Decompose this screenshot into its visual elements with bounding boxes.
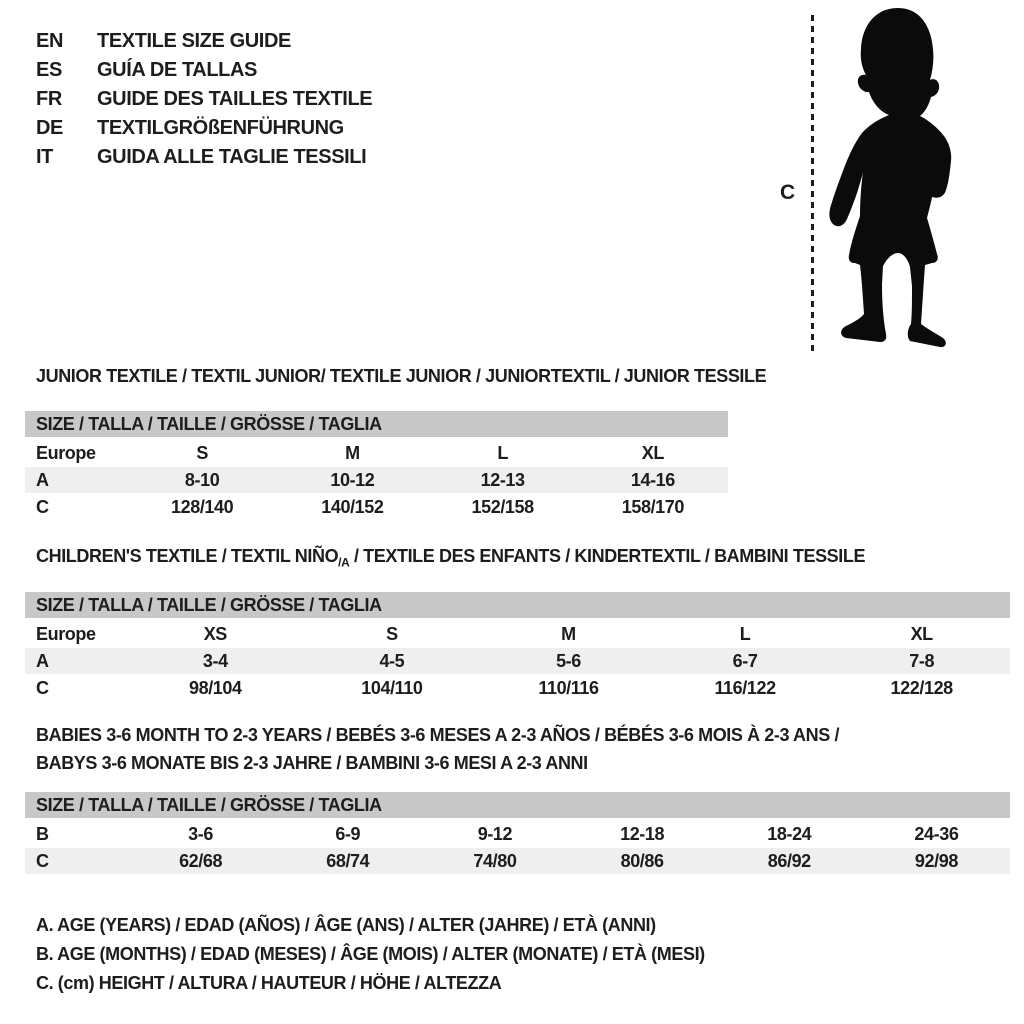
size-cell: S (386, 624, 398, 644)
language-row (36, 143, 372, 172)
size-cell: 8-10 (184, 470, 220, 490)
size-cell: 10-12 (330, 470, 375, 490)
language-title: GUIDA ALLE TAGLIE TESSILI (97, 146, 367, 168)
size-cell: 12-18 (620, 824, 665, 844)
size-header-bar: SIZE / TALLA / TAILLE / GRÖSSE / TAGLIA (25, 792, 1010, 818)
size-cell: 158/170 (621, 497, 684, 517)
size-cell: M (561, 624, 576, 644)
size-cell: 4-5 (379, 651, 405, 671)
size-table (25, 440, 728, 520)
section-heading-line (36, 366, 767, 386)
size-cell: M (345, 443, 360, 463)
toddler-silhouette-icon (822, 6, 974, 358)
size-cell: 68/74 (326, 851, 370, 871)
size-cell: 128/140 (170, 497, 234, 517)
size-cell: XL (910, 624, 933, 644)
heading-text: BABYS 3-6 MONATE BIS 2-3 JAHRE / BAMBINI 3-6 MESI A 2-3 ANNI (36, 753, 588, 773)
size-cell: 74/80 (473, 851, 517, 871)
language-code: IT (36, 146, 53, 168)
size-cell: 6-7 (732, 651, 758, 671)
size-cell: 98/104 (188, 678, 242, 698)
language-row (36, 56, 372, 85)
section-heading-babies (36, 724, 1010, 780)
language-title-list (36, 27, 372, 172)
row-label: C (36, 497, 49, 517)
table-row (25, 467, 728, 493)
size-cell: 92/98 (914, 851, 958, 871)
table-row (25, 494, 728, 520)
section-heading-line (36, 724, 1010, 752)
language-title: TEXTILE SIZE GUIDE (97, 30, 291, 52)
row-label: C (36, 678, 49, 698)
size-header-bar: SIZE / TALLA / TAILLE / GRÖSSE / TAGLIA (25, 411, 728, 437)
size-cell: L (497, 443, 508, 463)
size-cell: 104/110 (361, 678, 423, 698)
size-cell: 12-13 (480, 470, 525, 490)
measurement-legend (36, 911, 705, 998)
size-cell: 62/68 (179, 851, 223, 871)
size-cell: 80/86 (620, 851, 664, 871)
section-heading-line (36, 546, 1010, 570)
size-cell: XS (203, 624, 227, 644)
row-label: C (36, 851, 49, 871)
size-cell: 3-6 (188, 824, 213, 844)
row-label: B (36, 824, 49, 844)
size-cell: S (196, 443, 208, 463)
language-title: GUÍA DE TALLAS (97, 59, 257, 81)
size-cell: 6-9 (335, 824, 361, 844)
size-cell: 9-12 (477, 824, 513, 844)
heading-text: /A (338, 555, 350, 570)
baby-height-figure (770, 0, 1024, 370)
language-code: EN (36, 30, 63, 52)
table-row (25, 821, 1010, 847)
legend-line: B. AGE (MONTHS) / EDAD (MESES) / ÂGE (MOIS) / ALTER (MONATE) / ETÀ (MESI) (36, 944, 705, 964)
section-heading-junior (36, 366, 767, 386)
size-cell: 86/92 (767, 851, 811, 871)
heading-text: / TEXTILE DES ENFANTS / KINDERTEXTIL / BAMBINI TESSILE (349, 546, 866, 566)
size-cell: L (739, 624, 751, 644)
section-children (25, 546, 1010, 702)
size-cell: 3-4 (202, 651, 228, 671)
size-cell: 5-6 (556, 651, 581, 671)
size-cell: 14-16 (630, 470, 675, 490)
size-cell: 122/128 (890, 678, 953, 698)
heading-text: JUNIOR TEXTILE / TEXTIL JUNIOR/ TEXTILE JUNIOR / JUNIORTEXTIL / JUNIOR TESSILE (36, 366, 767, 386)
row-label: Europe (36, 624, 96, 644)
language-row (36, 85, 372, 114)
section-heading-line (36, 752, 1010, 780)
section-heading-children (36, 546, 1010, 570)
table-row (25, 848, 1010, 874)
section-junior (25, 366, 767, 521)
heading-text: CHILDREN'S TEXTILE / TEXTIL NIÑO (36, 546, 339, 566)
row-label: A (36, 470, 49, 490)
language-row (36, 114, 372, 143)
size-cell: 24-36 (914, 824, 959, 844)
language-row (36, 27, 372, 56)
language-title: TEXTILGRÖßENFÜHRUNG (97, 117, 344, 139)
legend-line: A. AGE (YEARS) / EDAD (AÑOS) / ÂGE (ANS) / ALTER (JAHRE) / ETÀ (ANNI) (36, 915, 656, 935)
row-label: Europe (36, 443, 96, 463)
legend-line: C. (cm) HEIGHT / ALTURA / HAUTEUR / HÖHE / ALTEZZA (36, 973, 502, 993)
row-label: A (36, 651, 49, 671)
table-row (25, 675, 1010, 701)
size-cell: 152/158 (471, 497, 534, 517)
height-measure-dotted-line (811, 15, 814, 353)
size-cell: 116/122 (714, 678, 776, 698)
language-code: ES (36, 59, 62, 81)
size-cell: 7-8 (909, 651, 935, 671)
size-table (25, 621, 1010, 701)
height-measure-label: C (780, 181, 796, 204)
size-header-bar: SIZE / TALLA / TAILLE / GRÖSSE / TAGLIA (25, 592, 1010, 618)
language-title: GUIDE DES TAILLES TEXTILE (97, 88, 373, 110)
size-cell: 18-24 (767, 824, 812, 844)
size-cell: 110/116 (538, 678, 599, 698)
table-row (25, 440, 728, 466)
table-row (25, 648, 1010, 674)
size-table (25, 821, 1010, 874)
size-cell: XL (641, 443, 664, 463)
language-code: DE (36, 117, 63, 139)
table-row (25, 621, 1010, 647)
heading-text: BABIES 3-6 MONTH TO 2-3 YEARS / BEBÉS 3-6 MESES A 2-3 AÑOS / BÉBÉS 3-6 MOIS À 2-3 ANS / (36, 725, 840, 745)
size-cell: 140/152 (321, 497, 384, 517)
language-code: FR (36, 88, 62, 110)
section-babies (25, 724, 1010, 875)
